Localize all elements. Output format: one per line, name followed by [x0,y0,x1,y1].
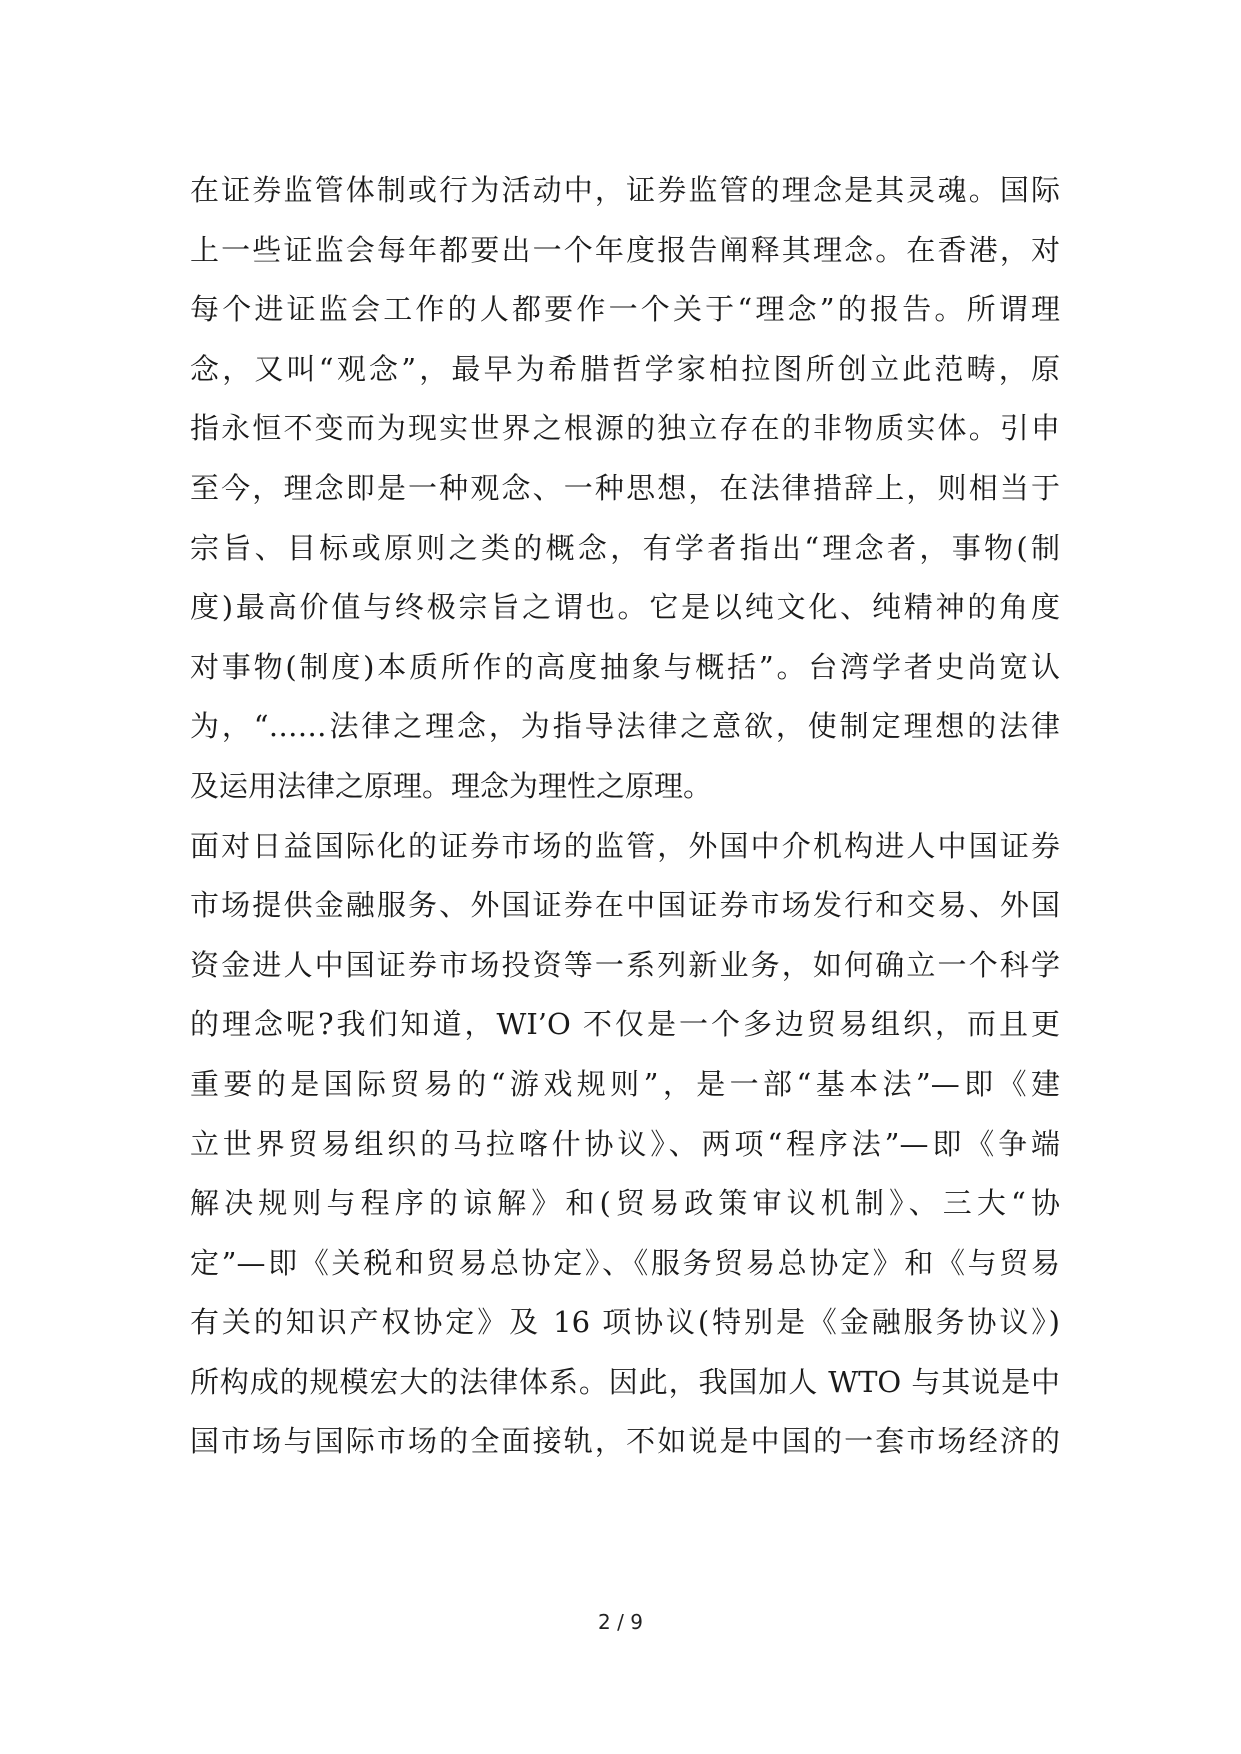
text-line: 定”—即《关税和贸易总协定》、《服务贸易总协定》和《与贸易 [190,1245,1060,1280]
text-line: 资金进人中国证券市场投资等一系列新业务，如何确立一个科学 [190,947,1060,982]
text-line: 所构成的规模宏大的法律体系。因此，我国加人 WTO 与其说是中 [190,1364,1060,1399]
text-line: 市场提供金融服务、外国证券在中国证券市场发行和交易、外国 [190,888,1060,923]
text-line: 度)最高价值与终极宗旨之谓也。它是以纯文化、纯精神的角度 [190,590,1060,625]
paragraph-2 [190,817,1060,1473]
text-line: 的理念呢?我们知道，WI’O 不仅是一个多边贸易组织，而且更 [190,1007,1060,1042]
paragraph-1 [190,161,1060,817]
text-line: 立世界贸易组织的马拉喀什协议》、两项“程序法”—即《争端 [190,1126,1060,1161]
text-line: 在证券监管体制或行为活动中，证券监管的理念是其灵魂。国际 [190,173,1060,207]
text-line: 至今，理念即是一种观念、一种思想，在法律措辞上，则相当于 [190,470,1060,505]
text-line: 有关的知识产权协定》及 16 项协议(特别是《金融服务协议》) [190,1305,1060,1340]
page-number: 2 / 9 [598,1610,643,1634]
text-line: 每个进证监会工作的人都要作一个关于“理念”的报告。所谓理 [190,292,1060,327]
text-line: 上一些证监会每年都要出一个年度报告阐释其理念。在香港，对 [190,232,1060,267]
text-line: 为，“……法律之理念，为指导法律之意欲，使制定理想的法律 [190,709,1060,744]
text-line: 面对日益国际化的证券市场的监管，外国中介机构进人中国证券 [190,828,1060,863]
text-line: 重要的是国际贸易的“游戏规则”，是一部“基本法”—即《建 [190,1066,1060,1101]
text-line: 解决规则与程序的谅解》和(贸易政策审议机制》、三大“协 [190,1186,1060,1221]
text-line: 对事物(制度)本质所作的高度抽象与概括”。台湾学者史尚宽认 [190,649,1060,684]
text-line: 宗旨、目标或原则之类的概念，有学者指出“理念者，事物(制 [190,530,1060,565]
text-line: 国市场与国际市场的全面接轨，不如说是中国的一套市场经济的 [190,1424,1060,1459]
text-line: 及运用法律之原理。理念为理性之原理。 [190,768,713,803]
text-line: 念，又叫“观念”，最早为希腊哲学家柏拉图所创立此范畴，原 [190,351,1060,386]
body-text [190,161,1060,1472]
text-line: 指永恒不变而为现实世界之根源的独立存在的非物质实体。引申 [190,411,1060,446]
